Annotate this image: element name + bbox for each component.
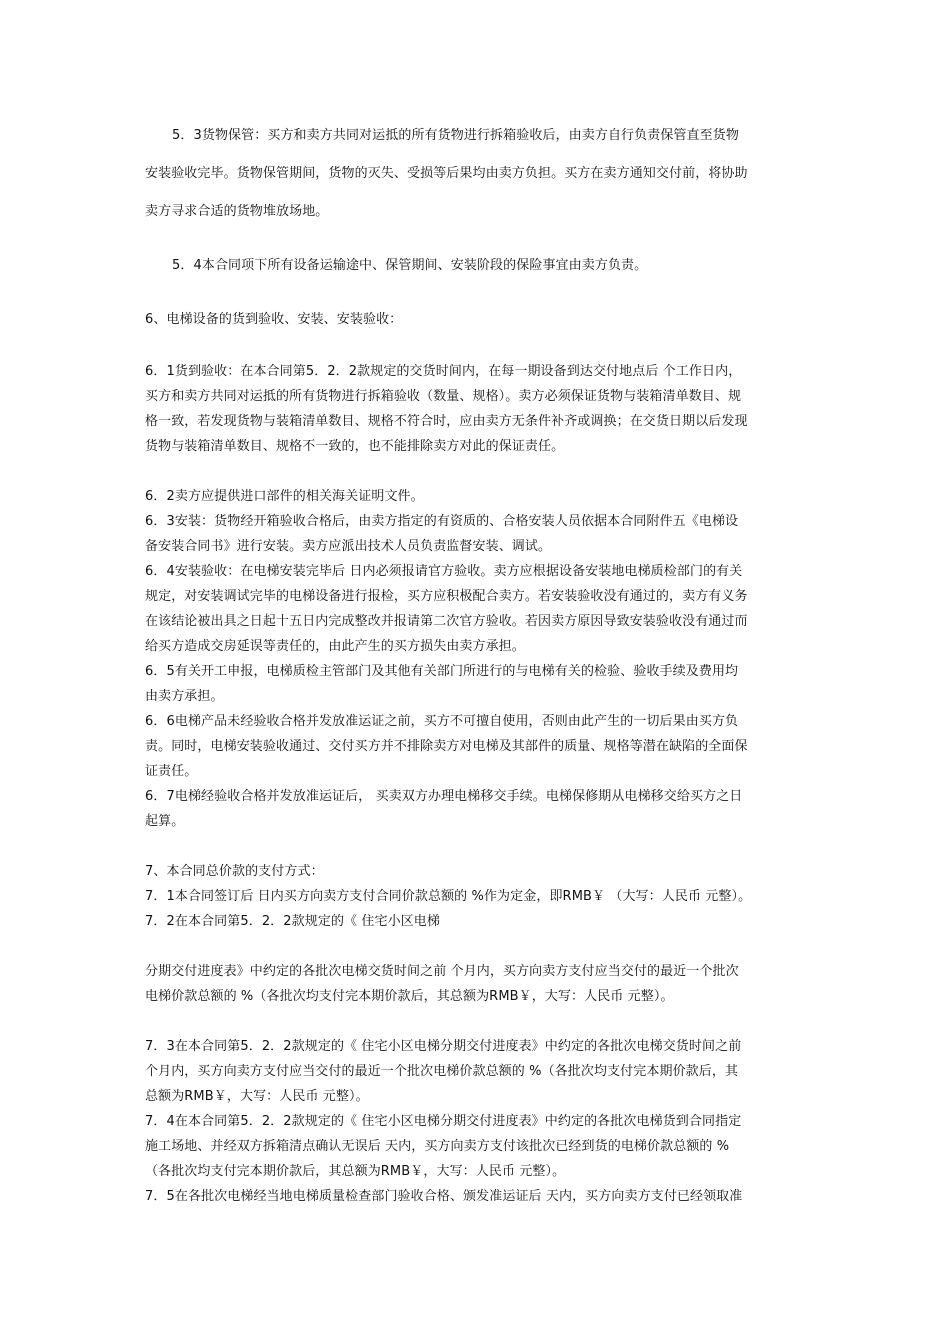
text-line: 个月内，买方向卖方支付应当交付的最近一个批次电梯价款总额的 %（各批次均支付完本期价款后，其 xyxy=(145,1064,739,1079)
text-line: 买方和卖方共同对运抵的所有货物进行拆箱验收（数量、规格）。卖方必须保证货物与装箱清单数目、规 xyxy=(145,389,742,404)
section-heading: 6、电梯设备的货到验收、安装、安装验收： xyxy=(145,312,403,327)
text-line: 卖方寻求合适的货物堆放场地。 xyxy=(145,204,329,219)
text-line: 6．4安装验收：在电梯安装完毕后 日内必须报请官方验收。卖方应根据设备安装地电梯质检部门的有关 xyxy=(145,564,743,579)
text-line: （各批次均支付完本期价款后，其总额为RMB￥，大写：人民币 元整）。 xyxy=(145,1164,566,1179)
text-line: 6．3安装：货物经开箱验收合格后，由卖方指定的有资质的、合格安装人员依据本合同附件五《电梯设 xyxy=(145,514,739,529)
text-line: 5．4本合同项下所有设备运输途中、保管期间、安装阶段的保险事宜由卖方负责。 xyxy=(172,258,648,273)
text-line: 在该结论被出具之日起十五日内完成整改并报请第二次官方验收。若因卖方原因导致安装验收没有通过而 xyxy=(145,614,748,629)
text-line: 7．4在本合同第5．2．2款规定的《 住宅小区电梯分期交付进度表》中约定的各批次电梯货到合同指定 xyxy=(145,1114,742,1129)
text-line: 安装验收完毕。货物保管期间，货物的灭失、受损等后果均由卖方负担。买方在卖方通知交付前，将协助 xyxy=(145,166,748,181)
text-line: 起算。 xyxy=(145,814,185,829)
text-line: 6．2卖方应提供进口部件的相关海关证明文件。 xyxy=(145,489,424,504)
text-line: 施工场地、并经双方拆箱清点确认无误后 天内，买方向卖方支付该批次已经到货的电梯价款总额的 % xyxy=(145,1139,730,1154)
text-line: 7．3在本合同第5．2．2款规定的《 住宅小区电梯分期交付进度表》中约定的各批次电梯交货时间之前 xyxy=(145,1039,742,1054)
text-line: 5．3货物保管：买方和卖方共同对运抵的所有货物进行拆箱验收后，由卖方自行负责保管直至货物 xyxy=(172,128,739,143)
text-line: 格一致，若发现货物与装箱清单数目、规格不符合时，应由卖方无条件补齐或调换；在交货日期以后发现 xyxy=(145,414,748,429)
section-heading: 7、本合同总价款的支付方式： xyxy=(145,864,324,879)
text-line: 6．7电梯经验收合格并发放准运证后， 买卖双方办理电梯移交手续。电梯保修期从电梯移交给买方之日 xyxy=(145,789,743,804)
text-line: 电梯价款总额的 %（各批次均支付完本期价款后，其总额为RMB￥，大写：人民币 元整）。 xyxy=(145,989,674,1004)
text-line: 7．2在本合同第5．2．2款规定的《 住宅小区电梯 xyxy=(145,914,440,929)
text-line: 证责任。 xyxy=(145,764,198,779)
text-line: 7．1本合同签订后 日内买方向卖方支付合同价款总额的 %作为定金，即RMB￥ （大写：人民币 元整）。 xyxy=(145,889,752,904)
text-line: 6．1货到验收：在本合同第5．2．2款规定的交货时间内，在每一期设备到达交付地点后 个工作日内， xyxy=(145,364,742,379)
text-line: 由卖方承担。 xyxy=(145,689,224,704)
text-line: 责。同时，电梯安装验收通过、交付买方并不排除卖方对电梯及其部件的质量、规格等潜在缺陷的全面保 xyxy=(145,739,748,754)
text-line: 6．5有关开工申报，电梯质检主管部门及其他有关部门所进行的与电梯有关的检验、验收手续及费用均 xyxy=(145,664,739,679)
text-line: 7．5在各批次电梯经当地电梯质量检查部门验收合格、颁发准运证后 天内，买方向卖方支付已经领取准 xyxy=(145,1189,743,1204)
text-line: 规定，对安装调试完毕的电梯设备进行报检，买方应积极配合卖方。若安装验收没有通过的，卖方有义务 xyxy=(145,589,748,604)
text-line: 给买方造成交房延误等责任的，由此产生的买方损失由卖方承担。 xyxy=(145,639,525,654)
text-line: 分期交付进度表》中约定的各批次电梯交货时间之前 个月内，买方向卖方支付应当交付的最近一个批次 xyxy=(145,964,739,979)
text-line: 备安装合同书》进行安装。卖方应派出技术人员负责监督安装、调试。 xyxy=(145,539,552,554)
text-line: 总额为RMB￥，大写：人民币 元整）。 xyxy=(145,1089,369,1104)
text-line: 货物与装箱清单数目、规格不一致的，也不能排除卖方对此的保证责任。 xyxy=(145,439,565,454)
text-line: 6．6电梯产品未经验收合格并发放准运证之前，买方不可擅自使用，否则由此产生的一切后果由买方负 xyxy=(145,714,739,729)
